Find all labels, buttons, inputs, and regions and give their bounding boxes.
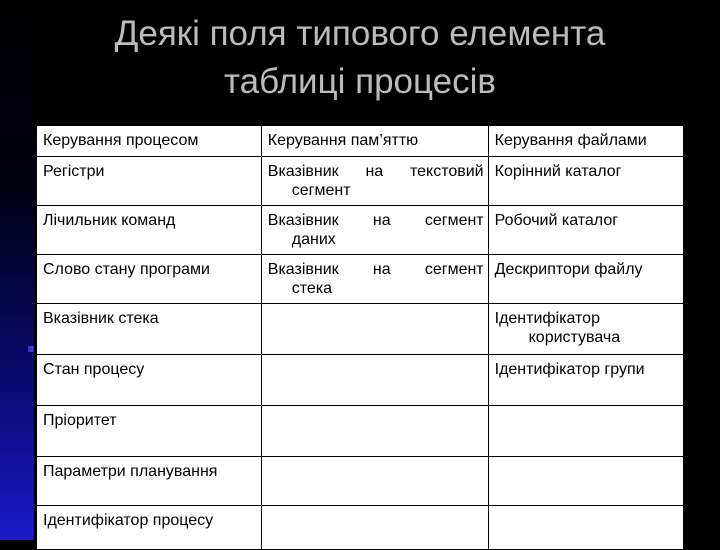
cell-process: Вказівник стека	[37, 304, 262, 355]
table-header-row	[37, 126, 684, 157]
table-row	[37, 506, 684, 550]
cell-memory-line-1: Вказівник на сегмент	[267, 212, 484, 229]
cell-memory	[261, 157, 488, 206]
cell-memory-line-2: сегмент	[291, 182, 351, 199]
cell-files	[488, 304, 683, 355]
process-table	[36, 125, 684, 550]
cell-files	[488, 506, 683, 550]
cell-memory-line-1: Вказівник на сегмент	[267, 261, 484, 278]
cell-files	[488, 157, 683, 206]
table-row	[37, 206, 684, 255]
slide-bullet-marker	[28, 346, 34, 352]
left-gradient-stripe	[0, 0, 34, 540]
cell-files	[488, 255, 683, 304]
cell-files	[488, 406, 683, 457]
slide-title-line-2: таблиці процесів	[224, 62, 496, 101]
table-row	[37, 406, 684, 457]
cell-process: Стан процесу	[37, 355, 262, 406]
table-row	[37, 457, 684, 506]
cell-process: Ідентифікатор процесу	[37, 506, 262, 550]
table-row	[37, 355, 684, 406]
table-row	[37, 255, 684, 304]
header-file-management: Керування файлами	[488, 126, 683, 157]
cell-process: Пріоритет	[37, 406, 262, 457]
cell-files-line-1: Ідентифікатор	[494, 310, 600, 327]
cell-files	[488, 457, 683, 506]
cell-memory	[261, 406, 488, 457]
cell-files-line-1: Дескриптори файлу	[494, 261, 643, 278]
cell-files-line-2: користувача	[528, 329, 621, 346]
cell-memory	[261, 206, 488, 255]
cell-process: Регістри	[37, 157, 262, 206]
cell-files-line-1: Корінний каталог	[494, 163, 622, 180]
table-row	[37, 157, 684, 206]
cell-files	[488, 355, 683, 406]
cell-memory-line-2: даних	[291, 231, 336, 248]
cell-memory-line-1: Вказівник на текстовий	[267, 163, 484, 180]
cell-memory	[261, 457, 488, 506]
cell-files	[488, 206, 683, 255]
cell-process: Лічильник команд	[37, 206, 262, 255]
cell-process: Слово стану програми	[37, 255, 262, 304]
cell-memory	[261, 355, 488, 406]
cell-process: Параметри планування	[37, 457, 262, 506]
header-process-management: Керування процесом	[37, 126, 262, 157]
cell-files-line-1: Ідентифікатор групи	[494, 361, 645, 378]
cell-memory-line-2: стека	[291, 280, 333, 297]
table-row	[37, 304, 684, 355]
cell-memory	[261, 255, 488, 304]
cell-memory	[261, 506, 488, 550]
cell-files-line-1: Робочий каталог	[494, 212, 619, 229]
slide-title	[40, 10, 680, 106]
header-memory-management: Керування пам’яттю	[261, 126, 488, 157]
slide-title-line-1: Деякі поля типового елемента	[114, 14, 606, 53]
cell-memory	[261, 304, 488, 355]
